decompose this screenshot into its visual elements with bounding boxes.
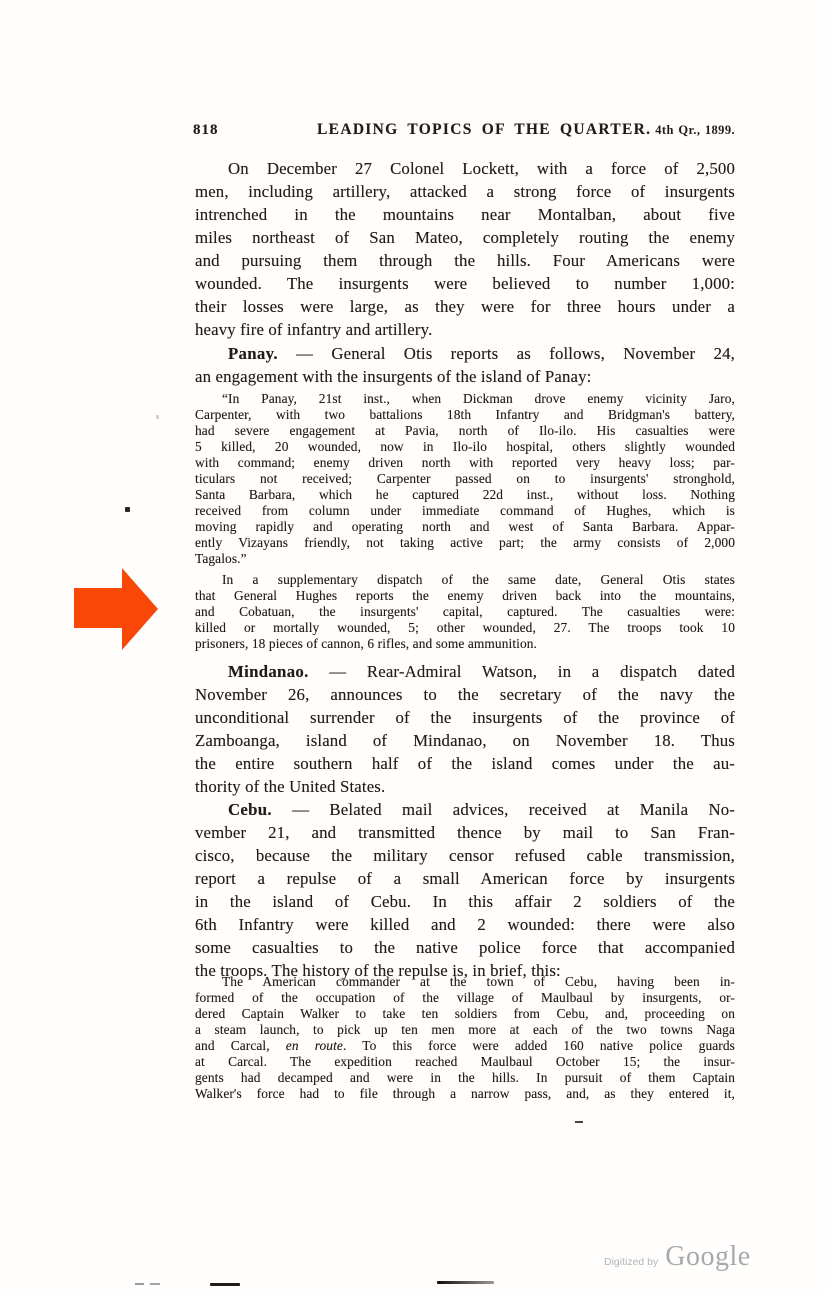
page-header <box>193 121 735 139</box>
text-line: In a supplementary dispatch of the same date, General Otis states <box>222 572 735 587</box>
text-line: dered Captain Walker to take ten soldiers from Cebu, and, proceeding on <box>195 1006 735 1021</box>
quote-cebu-history <box>195 974 735 1102</box>
text-line: formed of the occupation of the village of Maulbaul by insurgents, or- <box>195 990 735 1005</box>
text-line: an engagement with the insurgents of the island of Panay: <box>195 367 592 386</box>
text-line: had severe engagement at Pavia, north of Ilo-ilo. His casualties were <box>195 423 735 438</box>
text-line: and pursuing them through the hills. Four Americans were <box>195 251 735 270</box>
google-watermark <box>604 1241 751 1273</box>
text-line: intrenched in the mountains near Montalban, about five <box>195 205 735 224</box>
text-line: report a repulse of a small American force by insurgents <box>195 869 735 888</box>
text-line: at Carcal. The expedition reached Maulbaul October 15; the insur- <box>195 1054 735 1069</box>
text-line: cisco, because the military censor refused cable transmission, <box>195 846 735 865</box>
text-line: killed or mortally wounded, 5; other wounded, 27. The troops took 10 <box>195 620 735 635</box>
quote-panay-dispatch <box>195 391 735 567</box>
text-line: The American commander at the town of Cebu, having been in- <box>222 974 735 989</box>
page-number: 818 <box>193 122 219 138</box>
text-line: their losses were large, as they were for three hours under a <box>195 297 735 316</box>
paragraph-panay <box>195 342 735 388</box>
text-line: November 26, announces to the secretary of the navy the <box>195 685 735 704</box>
scan-smudge <box>210 1283 240 1286</box>
ink-speck <box>125 507 130 512</box>
text-segment: . To this force were added 160 native police guards <box>342 1038 735 1053</box>
italic-phrase: en route <box>285 1038 343 1053</box>
arrow-annotation <box>74 567 159 651</box>
text-line: the troops. The history of the repulse is, in brief, this: <box>195 961 561 980</box>
text-segment: and Carcal, <box>195 1038 286 1053</box>
text-line: gents had decamped and were in the hills. In pursuit of them Captain <box>195 1070 735 1085</box>
text-line: prisoners, 18 pieces of cannon, 6 rifles, and some ammunition. <box>195 636 538 651</box>
text-line: unconditional surrender of the insurgents of the province of <box>195 708 735 727</box>
paragraph-cebu <box>195 798 735 982</box>
text-line: the entire southern half of the island comes under the au- <box>195 754 735 773</box>
section-lead-cebu: Cebu. <box>228 800 272 819</box>
paragraph-mindanao <box>195 660 735 798</box>
text-line: vember 21, and transmitted thence by mail to San Fran- <box>195 823 735 842</box>
text-line: Walker's force had to file through a narrow pass, and, as they entered it, <box>195 1086 735 1101</box>
text-line: 6th Infantry were killed and 2 wounded: there were also <box>195 915 735 934</box>
text-line <box>195 798 735 821</box>
google-logo: Google <box>665 1241 751 1272</box>
text-line: ently Vizayans friendly, not taking active part; the army consists of 2,000 <box>195 535 735 550</box>
paragraph-lockett <box>195 157 735 341</box>
ink-speck <box>156 415 159 419</box>
text-line: and Cobatuan, the insurgents' capital, captured. The casualties were: <box>195 604 735 619</box>
text-line: miles northeast of San Mateo, completely routing the enemy <box>195 228 735 247</box>
scan-smudge <box>437 1281 494 1284</box>
text-line: On December 27 Colonel Lockett, with a force of 2,500 <box>228 159 735 178</box>
edition-label: 4th Qr., 1899. <box>655 123 735 137</box>
running-title-text: LEADING TOPICS OF THE QUARTER. <box>317 121 652 138</box>
scan-smudge <box>150 1283 160 1285</box>
text-line: Santa Barbara, which he captured 22d inst., without loss. Nothing <box>195 487 735 502</box>
text-line <box>195 342 735 365</box>
digitized-by-label: Digitized by <box>604 1256 659 1268</box>
text-line: 5 killed, 20 wounded, now in Ilo-ilo hospital, others slightly wounded <box>195 439 735 454</box>
text-line: thority of the United States. <box>195 777 386 796</box>
text-line: Zamboanga, island of Mindanao, on November 18. Thus <box>195 731 735 750</box>
ink-dash <box>575 1121 583 1123</box>
text-segment: — General Otis reports as follows, November 24, <box>277 344 735 363</box>
section-lead-panay: Panay. <box>228 344 278 363</box>
text-line: a steam launch, to pick up ten men more at each of the two towns Naga <box>195 1022 735 1037</box>
section-lead-mindanao: Mindanao. <box>228 662 309 681</box>
text-line <box>195 1038 735 1054</box>
text-line: with command; enemy driven north with reported very heavy loss; par- <box>195 455 735 470</box>
text-line: “In Panay, 21st inst., when Dickman drove enemy vicinity Jaro, <box>222 391 735 406</box>
text-line: ticulars not received; Carpenter passed on to insurgents' stronghold, <box>195 471 735 486</box>
text-line: some casualties to the native police force that accompanied <box>195 938 735 957</box>
text-line: wounded. The insurgents were believed to number 1,000: <box>195 274 735 293</box>
text-line: Carpenter, with two battalions 18th Infantry and Bridgman's battery, <box>195 407 735 422</box>
quote-supplementary-dispatch <box>195 572 735 652</box>
text-segment: — Belated mail advices, received at Manila No- <box>271 800 735 819</box>
running-title <box>317 121 735 139</box>
text-line: heavy fire of infantry and artillery. <box>195 320 433 339</box>
text-line <box>195 660 735 683</box>
text-line: received from column under immediate command of Hughes, which is <box>195 503 735 518</box>
text-line: Tagalos.” <box>195 551 247 566</box>
scan-smudge <box>135 1283 144 1285</box>
text-segment: — Rear-Admiral Watson, in a dispatch dated <box>308 662 735 681</box>
text-line: men, including artillery, attacked a strong force of insurgents <box>195 182 735 201</box>
text-line: in the island of Cebu. In this affair 2 soldiers of the <box>195 892 735 911</box>
text-line: that General Hughes reports the enemy driven back into the mountains, <box>195 588 735 603</box>
text-line: moving rapidly and operating north and west of Santa Barbara. Appar- <box>195 519 735 534</box>
